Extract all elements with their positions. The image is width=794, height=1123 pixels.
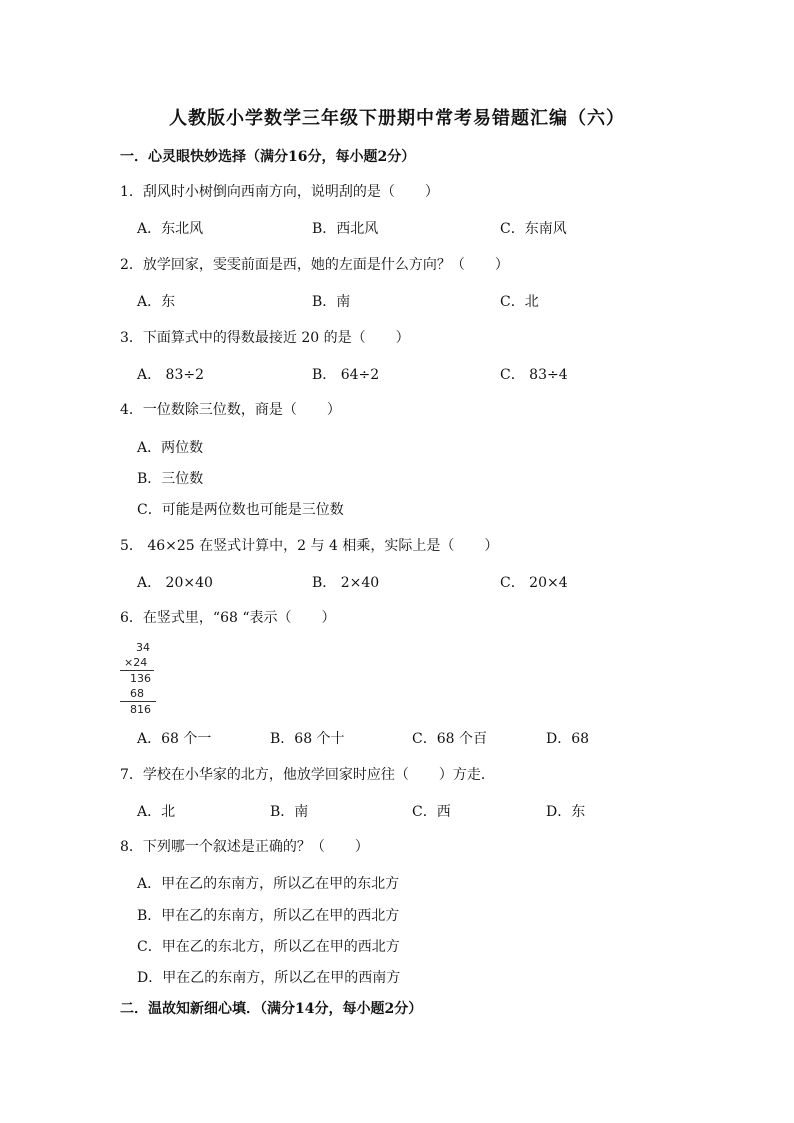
question-1 <box>120 181 439 201</box>
question-6-option-a: A．68 个一 <box>137 731 212 747</box>
question-5-close: ） <box>484 538 499 554</box>
question-2-stem: 2．放学回家，雯雯前面是西，她的左面是什么方向？（ <box>120 257 465 273</box>
question-5 <box>120 535 498 555</box>
section-heading-1: 一．心灵眼快妙选择（满分16分，每小题2分） <box>120 149 416 165</box>
question-7-option-c: C．西 <box>412 804 451 820</box>
question-8 <box>120 836 369 856</box>
question-7-stem: 7．学校在小华家的北方，他放学回家时应往（ <box>120 767 409 783</box>
question-4-option-a: A．两位数 <box>137 440 204 456</box>
section-heading-2: 二．温故知新细心填．（满分14分，每小题2分） <box>120 1001 423 1017</box>
question-1-close: ） <box>424 184 439 200</box>
question-8-close: ） <box>354 839 369 855</box>
question-6-option-d: D．68 <box>546 731 590 747</box>
question-4-option-b: B．三位数 <box>137 471 204 487</box>
vcalc-multiplicand: 34 <box>136 641 150 654</box>
question-2-option-a: A．东 <box>137 294 176 310</box>
question-6-option-c: C．68 个百 <box>412 731 487 747</box>
vcalc-partial-product-1: 136 <box>130 672 151 685</box>
question-5-option-b: B． 2×40 <box>312 575 380 591</box>
question-4-option-c: C．可能是两位数也可能是三位数 <box>137 502 344 518</box>
question-3-stem: 3．下面算式中的得数最接近 20 的是（ <box>120 330 366 346</box>
question-6 <box>120 607 336 627</box>
vertical-multiplication-figure <box>120 640 160 717</box>
question-3-close: ） <box>395 330 410 346</box>
question-3-option-c: C． 83÷4 <box>500 367 568 383</box>
question-3-option-a: A． 83÷2 <box>137 367 205 383</box>
question-7-option-d: D．东 <box>546 804 586 820</box>
question-6-close: ） <box>321 610 336 626</box>
page-title: 人教版小学数学三年级下册期中常考易错题汇编（六） <box>169 108 625 129</box>
question-6-stem: 6．在竖式里，“68 “表示（ <box>120 610 292 626</box>
question-5-stem: 5． 46×25 在竖式计算中，2 与 4 相乘，实际上是（ <box>120 538 455 554</box>
question-7-option-b: B．南 <box>270 804 309 820</box>
question-8-option-c: C．甲在乙的东北方，所以乙在甲的西北方 <box>137 939 400 955</box>
question-2-option-b: B．南 <box>312 294 351 310</box>
question-1-option-c: C．东南风 <box>500 221 567 237</box>
question-4 <box>120 399 341 419</box>
vcalc-multiplier: ×24 <box>120 655 154 671</box>
question-3-option-b: B． 64÷2 <box>312 367 380 383</box>
vcalc-partial-product-2: 68 <box>120 686 156 702</box>
question-4-stem: 4．一位数除三位数，商是（ <box>120 402 297 418</box>
question-7 <box>120 764 495 784</box>
question-8-option-d: D．甲在乙的东南方，所以乙在甲的西南方 <box>137 970 401 986</box>
question-4-close: ） <box>326 402 341 418</box>
question-1-stem: 1．刮风时小树倒向西南方向，说明刮的是（ <box>120 184 395 200</box>
question-6-option-b: B．68 个十 <box>270 731 345 747</box>
question-1-option-a: A．东北风 <box>137 221 204 237</box>
question-8-option-a: A．甲在乙的东南方，所以乙在甲的东北方 <box>137 876 400 892</box>
question-1-option-b: B．西北风 <box>312 221 379 237</box>
question-8-option-b: B．甲在乙的东南方，所以乙在甲的西北方 <box>137 908 400 924</box>
question-8-stem: 8．下列哪一个叙述是正确的？（ <box>120 839 325 855</box>
question-3 <box>120 327 410 347</box>
question-7-close: ）方走． <box>438 767 495 783</box>
question-7-option-a: A．北 <box>137 804 176 820</box>
question-5-option-a: A． 20×40 <box>137 575 213 591</box>
question-5-option-c: C． 20×4 <box>500 575 568 591</box>
question-2 <box>120 254 509 274</box>
question-2-close: ） <box>494 257 509 273</box>
question-2-option-c: C．北 <box>500 294 539 310</box>
vcalc-result: 816 <box>130 703 151 716</box>
